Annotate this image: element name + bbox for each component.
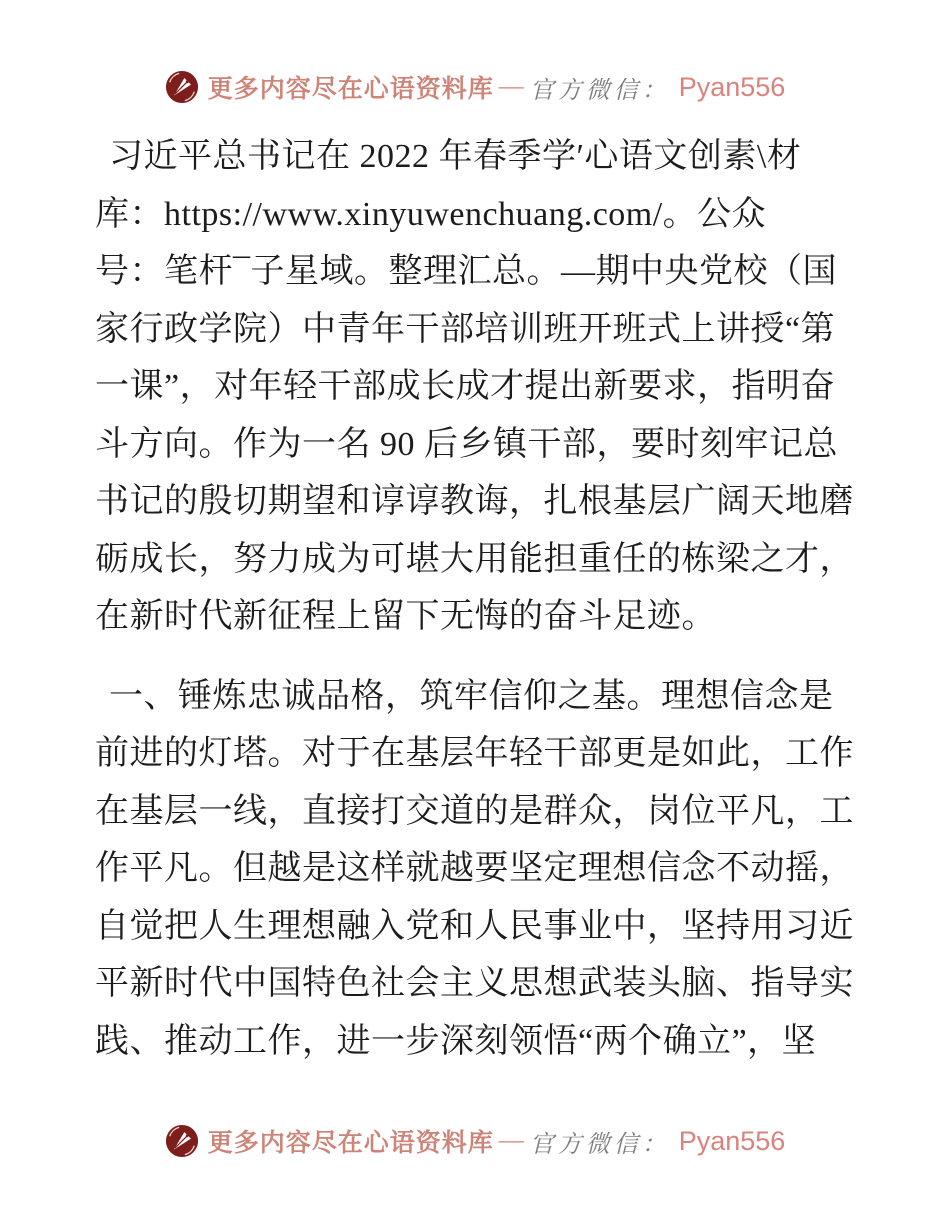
text-line: 家行政学院）中青年干部培训班开班式上讲授“第 (95, 310, 836, 348)
page-header (0, 58, 950, 116)
pen-nib-logo-icon (165, 70, 199, 104)
paragraph-intro (95, 128, 858, 646)
text-line: 一、锤炼忠诚品格，筑牢信仰之基。理想信念是 (109, 677, 834, 715)
wechat-label: 官方微信： (529, 75, 670, 104)
brand-text: 更多内容尽在心语资料库 (207, 76, 494, 103)
text-line: 一课”，对年轻干部成长成才提出新要求，指明奋 (95, 368, 836, 405)
text-line: 在新时代新征程上留下无悔的奋斗足迹。 (95, 598, 716, 635)
wechat-id: Pyan556 (678, 1125, 786, 1156)
text-line: 库：https://www.xinyuwenchuang.com/。公众 (95, 195, 767, 233)
text-line: 践、推动工作，进一步深刻领悟“两个确立”，坚 (95, 1022, 817, 1060)
text-line: 作平凡。但越是这样就越要坚定理想信念不动摇， (95, 850, 854, 887)
pen-nib-logo-icon (165, 1124, 199, 1158)
wechat-label: 官方微信： (529, 1129, 670, 1158)
paragraph-section-one (95, 668, 858, 1071)
text-line: 号：笔杆¯子星域。整理汇总。—期中央党校（国 (95, 253, 837, 290)
text-line: 斗方向。作为一名 90 后乡镇干部，要时刻牢记总 (95, 425, 838, 463)
text-line: 习近平总书记在 2022 年春季学′心语文创素\材 (109, 138, 802, 175)
text-line: 平新时代中国特色社会主义思想武装头脑、指导实 (95, 965, 854, 1002)
text-line: 自觉把人生理想融入党和人民事业中，坚持用习近 (95, 907, 854, 945)
text-line: 书记的殷切期望和谆谆教诲，扎根基层广阔天地磨 (95, 483, 854, 520)
text-line: 砺成长，努力成为可堪大用能担重任的栋梁之才， (95, 540, 854, 578)
document-body (95, 128, 858, 1070)
text-line: 前进的灯塔。对于在基层年轻干部更是如此，工作 (95, 735, 854, 772)
separator-dash: — (498, 73, 525, 100)
brand-text: 更多内容尽在心语资料库 (207, 1130, 494, 1157)
wechat-id: Pyan556 (678, 71, 786, 102)
page-footer (0, 1112, 950, 1170)
text-line: 在基层一线，直接打交道的是群众，岗位平凡，工 (95, 792, 854, 830)
separator-dash: — (498, 1127, 525, 1154)
